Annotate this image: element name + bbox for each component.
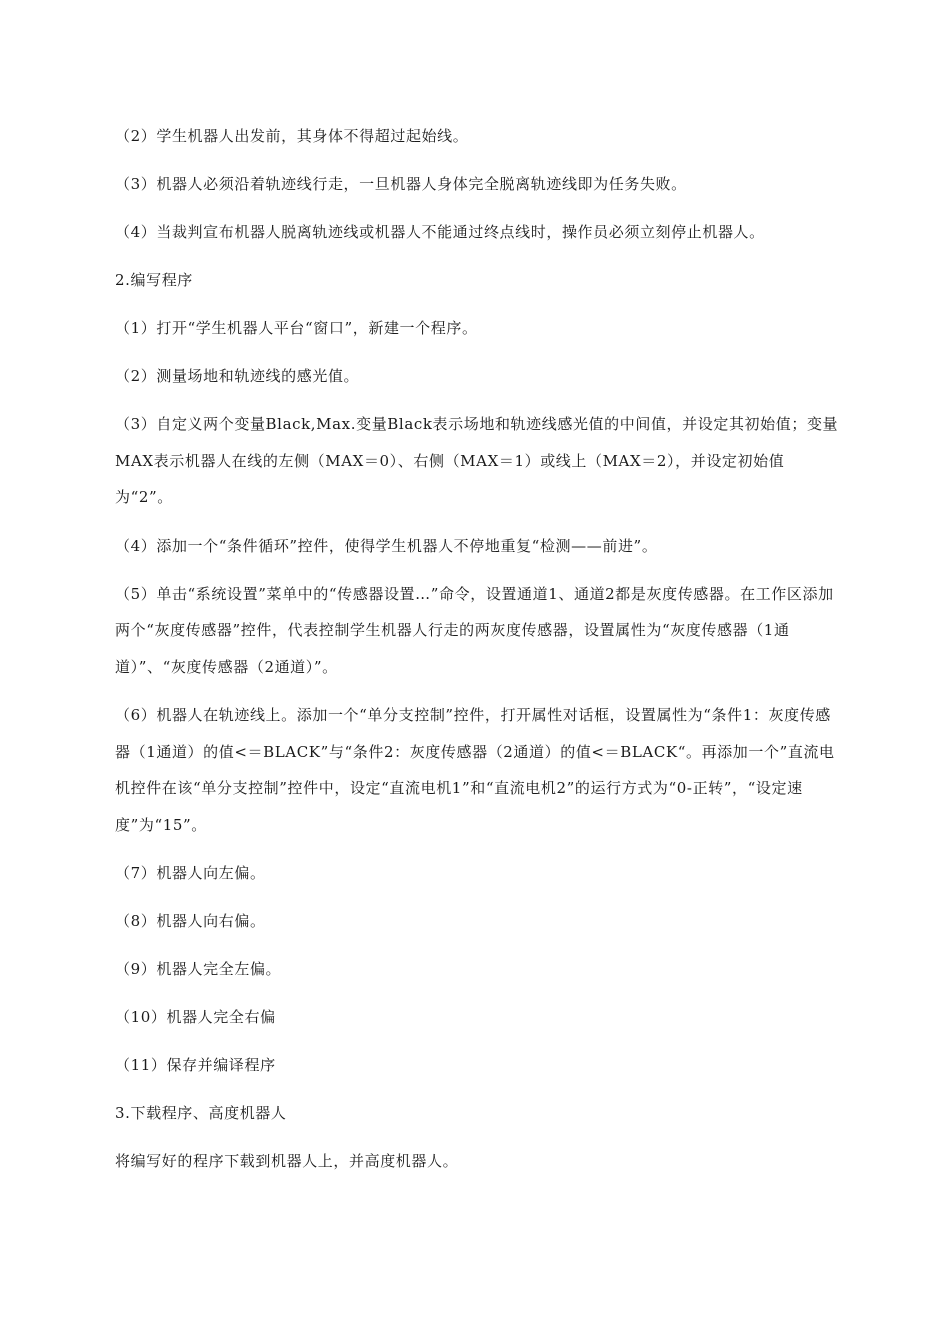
step-6: （6）机器人在轨迹线上。添加一个“单分支控制”控件，打开属性对话框，设置属性为“条件1：灰度传感器（1通道）的值<＝BLACK”与“条件2：灰度传感器（2通道）的值<＝BLACK“。再添加一个”直流电机控件在该“单分支控制”控件中，设定“直流电机1”和“直流电机2”的运行方式为“0-正转”，“设定速度”为“15”。 [115,706,835,834]
step-11: （11）保存并编译程序 [115,1056,276,1074]
download-instruction: 将编写好的程序下载到机器人上，并高度机器人。 [115,1152,459,1170]
step-2: （2）测量场地和轨迹线的感光值。 [115,367,360,385]
rule-3: （3）机器人必须沿着轨迹线行走，一旦机器人身体完全脱离轨迹线即为任务失败。 [115,175,687,193]
rule-2: （2）学生机器人出发前，其身体不得超过起始线。 [115,127,469,145]
step-4: （4）添加一个“条件循环”控件，使得学生机器人不停地重复“检测——前进”。 [115,536,658,555]
step-9: （9）机器人完全左偏。 [115,960,282,978]
step-3: （3）自定义两个变量Black,Max.变量Black表示场地和轨迹线感光值的中间值，并设定其初始值；变量MAX表示机器人在线的左侧（MAX＝0）、右侧（MAX＝1）或线上（MAX＝2），并设定初始值为“2”。 [115,415,839,506]
section-heading-download: 3.下载程序、高度机器人 [115,1104,287,1122]
step-7: （7）机器人向左偏。 [115,864,266,882]
step-5: （5）单击“系统设置”菜单中的“传感器设置…”命令，设置通道1、通道2都是灰度传感器。在工作区添加两个“灰度传感器”控件，代表控制学生机器人行走的两灰度传感器，设置属性为“灰度传感器（1通道）”、“灰度传感器（2通道）”。 [115,584,834,676]
section-heading-write-program: 2.编写程序 [115,271,193,289]
document-body [115,124,841,1197]
rule-4: （4）当裁判宣布机器人脱离轨迹线或机器人不能通过终点线时，操作员必须立刻停止机器人。 [115,223,765,241]
step-10: （10）机器人完全右偏 [115,1008,276,1026]
step-1: （1）打开“学生机器人平台“窗口”，新建一个程序。 [115,319,478,337]
step-8: （8）机器人向右偏。 [115,912,266,930]
